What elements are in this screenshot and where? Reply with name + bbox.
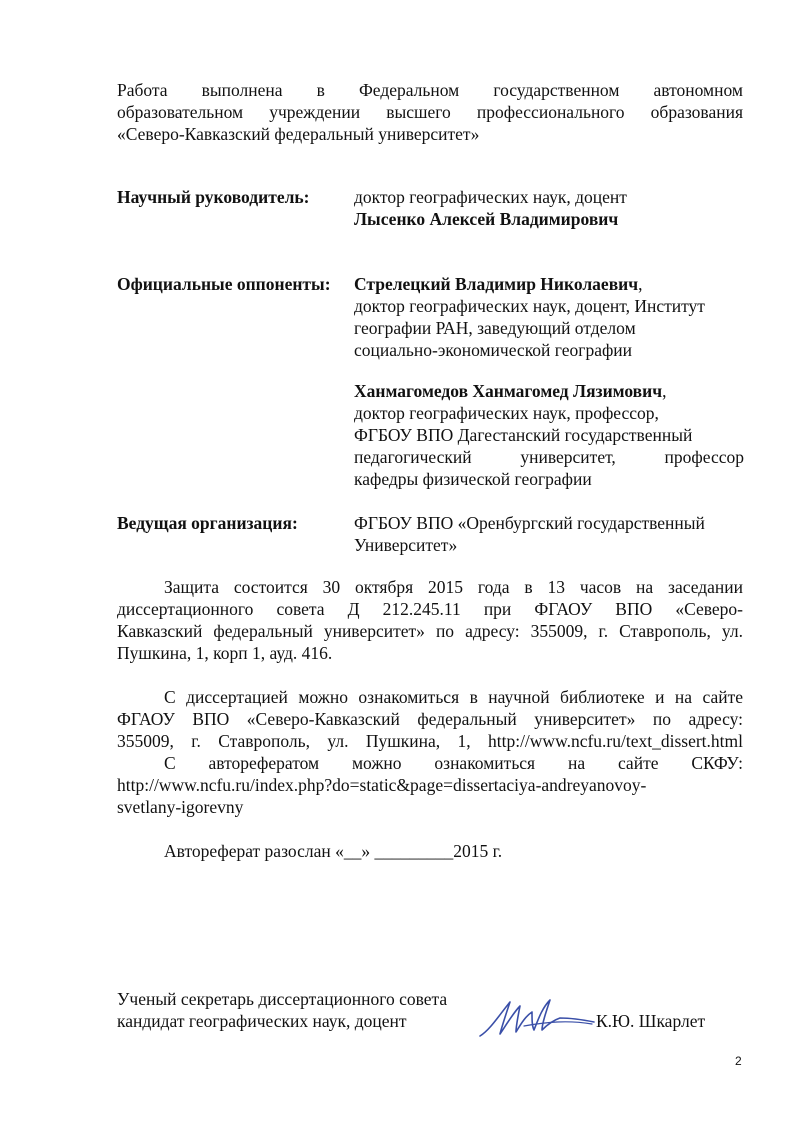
opponent-1-line-3: социально-экономической географии xyxy=(354,340,633,360)
defense-line-2: диссертационного совета Д 212.245.11 при ФГАОУ ВПО «Северо- xyxy=(117,599,743,619)
supervisor-label: Научный руководитель: xyxy=(117,187,310,207)
opponent-1-line-1: доктор географических наук, доцент, Институт xyxy=(354,296,705,316)
defense-line-4: Пушкина, 1, корп 1, ауд. 416. xyxy=(117,643,333,663)
supervisor-name: Лысенко Алексей Владимирович xyxy=(354,209,619,229)
leading-org-line-1: ФГБОУ ВПО «Оренбургский государственный xyxy=(354,513,705,533)
leading-org-label: Ведущая организация: xyxy=(117,513,298,533)
sent-date: Автореферат разослан «__» _________2015 г. xyxy=(164,841,503,861)
library-line-6: svetlany-igorevny xyxy=(117,797,244,817)
library-line-4: С авторефератом можно ознакомиться на сайте СКФУ: xyxy=(164,753,743,773)
opponent-1-name: Стрелецкий Владимир Николаевич xyxy=(354,274,639,294)
library-line-5: http://www.ncfu.ru/index.php?do=static&page=dissertaciya-andreyanovoy- xyxy=(117,775,647,795)
secretary-title: Ученый секретарь диссертационного совета xyxy=(117,989,448,1009)
opponent-2: Ханмагомедов Ханмагомед Лязимович, доктор географических наук, профессор, ФГБОУ ВПО Дагестанский государственный педагогический университет, профессор кафедры физической географии xyxy=(354,381,744,489)
defense-line-3: Кавказский федеральный университет» по адресу: 355009, г. Ставрополь, ул. xyxy=(117,621,743,641)
page-number: 2 xyxy=(735,1054,742,1068)
opponents-label: Официальные оппоненты: xyxy=(117,274,331,294)
intro-line-3: «Северо-Кавказский федеральный университет» xyxy=(117,124,480,144)
library-line-3: 355009, г. Ставрополь, ул. Пушкина, 1, http://www.ncfu.ru/text_dissert.html xyxy=(117,731,743,751)
opponent-2-line-3: педагогический университет, профессор xyxy=(354,447,744,467)
defense-paragraph xyxy=(117,576,743,664)
library-line-1: С диссертацией можно ознакомиться в научной библиотеке и на сайте xyxy=(164,687,743,707)
intro-paragraph xyxy=(117,79,743,145)
intro-line-2: образовательном учреждении высшего профессионального образования xyxy=(117,102,743,122)
intro-line-1: Работа выполнена в Федеральном государственном автономном xyxy=(117,80,743,100)
opponent-2-line-4: кафедры физической географии xyxy=(354,469,592,489)
library-paragraph xyxy=(117,686,743,818)
secretary-degree: кандидат географических наук, доцент xyxy=(117,1011,407,1031)
supervisor-degree: доктор географических наук, доцент xyxy=(354,187,627,207)
defense-line-1: Защита состоится 30 октября 2015 года в 13 часов на заседании xyxy=(164,577,743,597)
supervisor-details xyxy=(354,186,744,230)
secretary-name: К.Ю. Шкарлет xyxy=(596,1011,706,1031)
leading-org-line-2: Университет» xyxy=(354,535,458,555)
leading-org-details xyxy=(354,512,744,556)
opponent-1: Стрелецкий Владимир Николаевич, доктор географических наук, доцент, Институт географии РАН, заведующий отделом социально-экономической географии xyxy=(354,273,744,361)
opponent-2-name: Ханмагомедов Ханмагомед Лязимович xyxy=(354,381,663,401)
opponent-2-line-2: ФГБОУ ВПО Дагестанский государственный xyxy=(354,425,693,445)
opponent-2-line-1: доктор географических наук, профессор, xyxy=(354,403,659,423)
signature-image xyxy=(476,996,596,1040)
opponent-1-line-2: географии РАН, заведующий отделом xyxy=(354,318,636,338)
sent-paragraph xyxy=(117,840,743,862)
library-line-2: ФГАОУ ВПО «Северо-Кавказский федеральный университет» по адресу: xyxy=(117,709,743,729)
